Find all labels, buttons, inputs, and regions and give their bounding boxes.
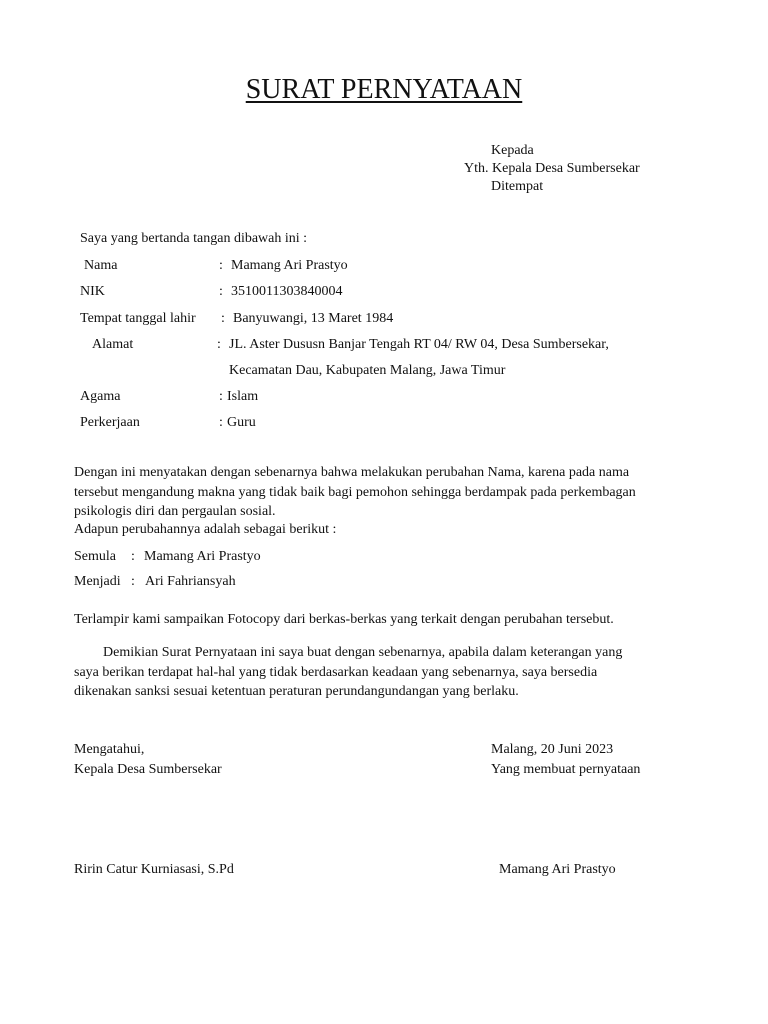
signature-left-caption: Mengatahui, [74,742,145,757]
signature-right-date: Malang, 20 Juni 2023 [491,742,614,757]
field-colon: : [221,311,225,326]
change-colon: : [131,549,135,564]
change-value-menjadi: Ari Fahriansyah [145,574,236,589]
recipient-line-ditempat: Ditempat [491,179,544,194]
field-value-alamat-line1: JL. Aster Dususn Banjar Tengah RT 04/ RW 04, Desa Sumbersekar, [229,337,609,352]
field-colon: : [219,415,223,430]
closing-line: Demikian Surat Pernyataan ini saya buat dengan sebenarnya, apabila dalam keterangan yang [103,645,623,660]
statement-line: tersebut mengandung makna yang tidak baik bagi pemohon sehingga berdampak pada perkembagan [74,485,636,500]
signature-left-name: Ririn Catur Kurniasasi, S.Pd [74,862,234,877]
closing-line: dikenakan sanksi sesuai ketentuan peraturan perundangundangan yang berlaku. [74,684,519,699]
statement-line: Dengan ini menyatakan dengan sebenarnya bahwa melakukan perubahan Nama, karena pada nama [74,465,630,480]
field-label-ttl: Tempat tanggal lahir [80,311,196,326]
field-label-agama: Agama [80,389,121,404]
recipient-line-addressee: Yth. Kepala Desa Sumbersekar [464,161,640,176]
field-value-nama: Mamang Ari Prastyo [231,258,348,273]
change-value-semula: Mamang Ari Prastyo [144,549,261,564]
field-colon: : [219,284,223,299]
change-colon: : [131,574,135,589]
field-colon: : [219,258,223,273]
document-title: SURAT PERNYATAAN [245,74,523,105]
field-colon: : [219,389,223,404]
field-value-ttl: Banyuwangi, 13 Maret 1984 [233,311,394,326]
change-label-menjadi: Menjadi [74,574,121,589]
field-value-pekerjaan: Guru [227,415,256,430]
intro-text: Saya yang bertanda tangan dibawah ini : [80,231,308,246]
statement-line: Adapun perubahannya adalah sebagai berikut : [74,522,337,537]
statement-line: psikologis diri dan pergaulan sosial. [74,504,276,519]
change-label-semula: Semula [74,549,116,564]
signature-right-title: Yang membuat pernyataan [491,762,641,777]
closing-line: saya berikan terdapat hal-hal yang tidak berdasarkan keadaan yang sebenarnya, saya bersedia [74,665,598,680]
field-value-agama: Islam [227,389,259,404]
signature-right-name: Mamang Ari Prastyo [499,862,616,877]
field-label-alamat: Alamat [92,337,134,352]
field-value-alamat-line2: Kecamatan Dau, Kabupaten Malang, Jawa Timur [229,363,506,378]
recipient-line-kepada: Kepada [491,143,534,158]
field-label-nik: NIK [80,284,105,299]
attachment-note: Terlampir kami sampaikan Fotocopy dari berkas-berkas yang terkait dengan perubahan tersebut. [74,612,614,627]
field-label-nama: Nama [84,258,118,273]
field-label-pekerjaan: Perkerjaan [80,415,140,430]
field-colon: : [217,337,221,352]
field-value-nik: 3510011303840004 [231,284,343,299]
signature-left-title: Kepala Desa Sumbersekar [74,762,222,777]
